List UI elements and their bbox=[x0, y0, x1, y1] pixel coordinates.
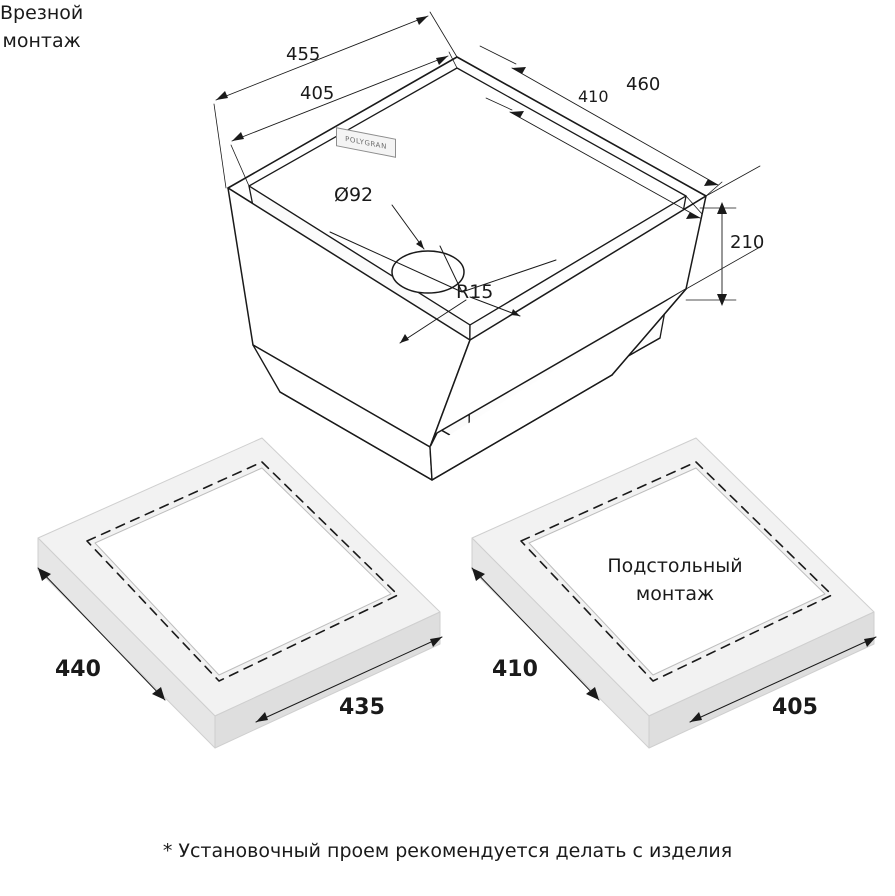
dimension-width-outer: 455 bbox=[286, 44, 321, 65]
cutout-undermount-label-line1: Подстольный bbox=[607, 555, 743, 577]
dimension-depth-inner: 410 bbox=[578, 87, 609, 106]
dimension-height: 210 bbox=[730, 232, 765, 253]
dimension-drop-in-horizontal: 435 bbox=[339, 695, 385, 720]
cutout-undermount-label bbox=[580, 553, 770, 608]
brand-badge-label: POLYGRAN bbox=[345, 134, 387, 151]
cutout-drop-in-label-line2: монтаж bbox=[2, 29, 81, 52]
cutout-drop-in-label-line1: Врезной bbox=[0, 2, 84, 24]
dimension-drop-in-vertical: 440 bbox=[55, 657, 101, 682]
dimension-depth-outer: 460 bbox=[626, 74, 661, 95]
dimension-corner-radius: R15 bbox=[456, 281, 494, 303]
dimension-drain-diameter: Ø92 bbox=[334, 184, 374, 206]
footnote: * Установочный проем рекомендуется делать с изделия bbox=[162, 840, 733, 862]
dimension-width-inner: 405 bbox=[300, 83, 335, 104]
cutout-undermount-label-line2: монтаж bbox=[635, 582, 715, 605]
dimension-undermount-vertical: 410 bbox=[492, 657, 538, 682]
dimension-undermount-horizontal: 405 bbox=[772, 695, 818, 720]
